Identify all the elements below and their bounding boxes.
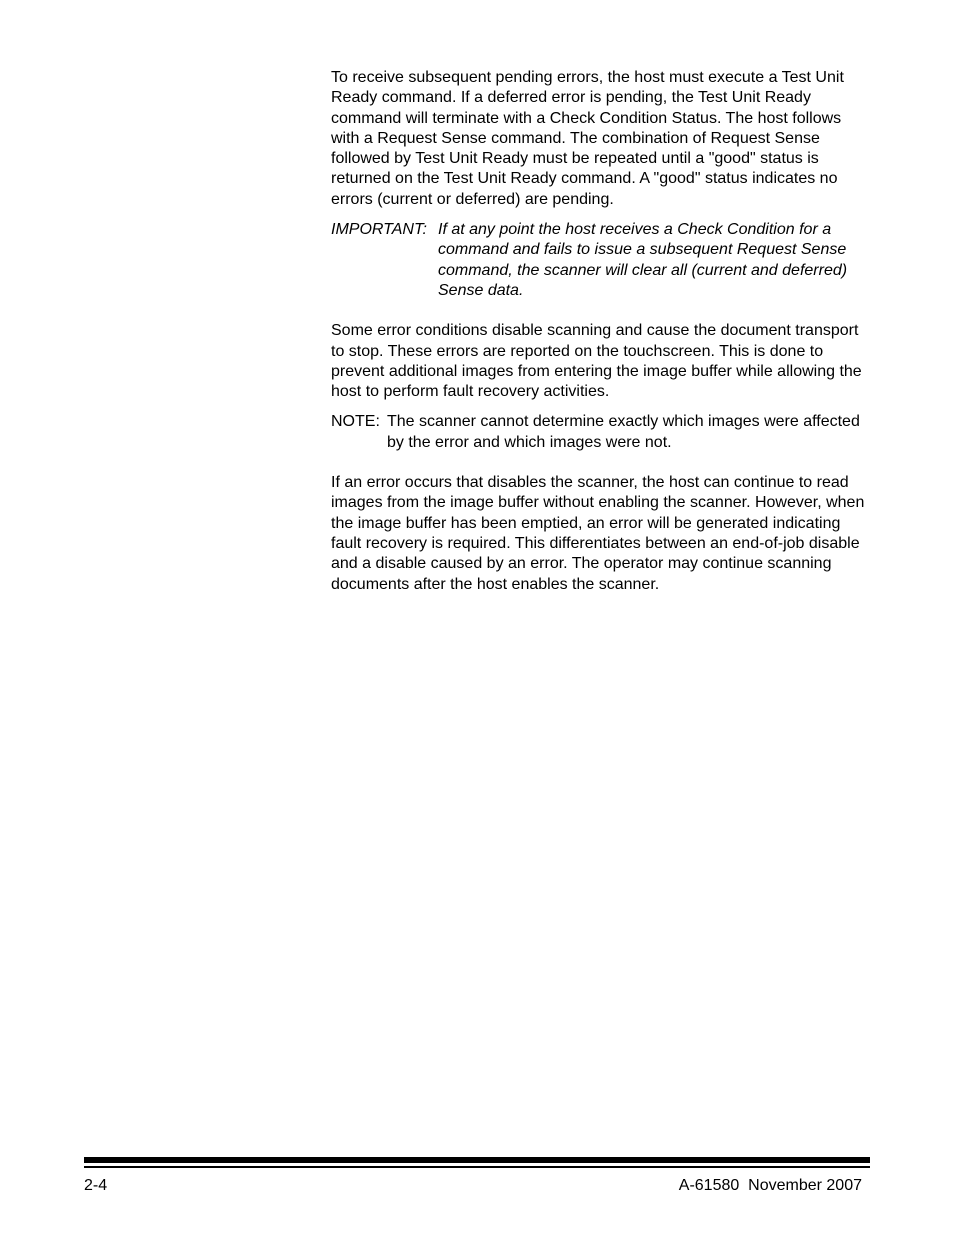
- note-label: NOTE:: [331, 413, 380, 431]
- note-callout: [331, 412, 871, 453]
- footer-rule-thin: [84, 1166, 870, 1168]
- main-content: [331, 68, 871, 605]
- note-text: The scanner cannot determine exactly which images were affected by the error and which images were not.: [387, 413, 860, 451]
- important-text: If at any point the host receives a Check Condition for a command and fails to issue a subsequent Request Sense command, the scanner will clear all (current and deferred) Sense data.: [438, 221, 848, 299]
- paragraph-pending-errors: To receive subsequent pending errors, the host must execute a Test Unit Ready command. If a deferred error is pending, the Test Unit Ready command will terminate with a Check Condition Status. The host follows with a Request Sense command. The combination of Request Sense followed by Test Unit Ready must be repeated until a "good" status is returned on the Test Unit Ready command. A "good" status indicates no errors (current or deferred) are pending.: [331, 69, 844, 208]
- paragraph-error-conditions: Some error conditions disable scanning and cause the document transport to stop. These errors are reported on the touchscreen. This is done to prevent additional images from entering the image buffer while allowing the host to perform fault recovery activities.: [331, 322, 862, 401]
- page-number: 2-4: [84, 1177, 108, 1194]
- important-label: IMPORTANT:: [331, 221, 427, 239]
- important-callout: [331, 220, 871, 301]
- paragraph-scanner-disabled: If an error occurs that disables the scanner, the host can continue to read images from the image buffer without enabling the scanner. However, when the image buffer has been emptied, an error will be generated indicating fault recovery is required. This differentiates between an end-of-job disable and a disable caused by an error. The operator may continue scanning documents after the host enables the scanner.: [331, 474, 865, 593]
- document-info: A-61580 November 2007: [678, 1177, 862, 1194]
- footer-rule-thick: [84, 1157, 870, 1163]
